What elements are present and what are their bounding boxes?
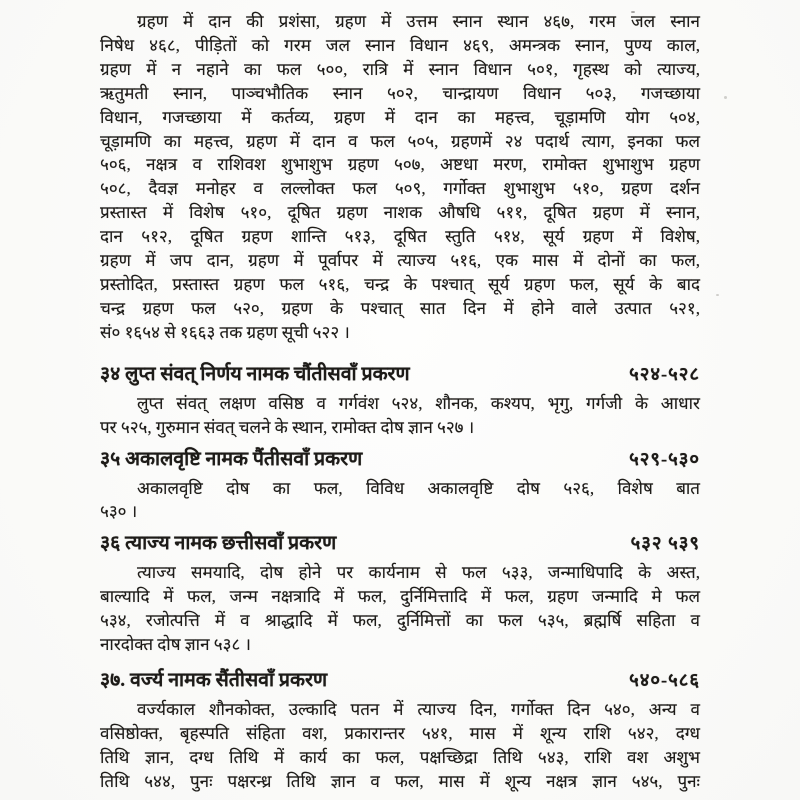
chapter-body-37	[100, 698, 700, 794]
toc-line: प्रस्तास्त में विशेष ५१०, दूषित ग्रहण नाशक औषधि ५११, दूषित ग्रहण में स्नान,	[100, 203, 700, 223]
chapter-heading-37	[100, 669, 700, 693]
chapter-body-36	[100, 561, 700, 657]
toc-line: ग्रहण में दान की प्रशंसा, ग्रहण में उत्तम स्नान स्थान ४६७, गरम जल स्नान	[137, 12, 700, 31]
toc-line: ५०६, नक्षत्र व राशिवश शुभाशुभ ग्रहण ५०७, अष्टधा मरण, रामोक्त शुभाशुभ ग्रहण	[100, 155, 700, 175]
scan-artifact	[716, 294, 719, 296]
chapter33-continuation-paragraph	[100, 10, 700, 345]
toc-line: ५०८, दैवज्ञ मनोहर व लल्लोक्त फल ५०९, गर्गोक्त शुभाशुभ ५१०, ग्रहण दर्शन	[100, 179, 700, 199]
toc-line: विधान, गजच्छाया में कर्तव्य, ग्रहण में दान का महत्त्व, चूड़ामणि योग ५०४,	[100, 107, 700, 127]
toc-line: सं० १६५४ से १६६३ तक ग्रहण सूची ५२२ ।	[100, 322, 350, 342]
toc-line: त्याज्य समयादि, दोष होने पर कार्यनाम से फल ५३३, जन्माधिपादि के अस्त,	[137, 563, 700, 583]
chapter-page-range: ५२४-५२८	[629, 364, 700, 385]
toc-line: दान ५१२, दूषित ग्रहण शान्ति ५१३, दूषित स्तुति ५१४, सूर्य ग्रहण में विशेष,	[100, 227, 700, 247]
toc-line: नारदोक्त दोष ज्ञान ५३८ ।	[100, 635, 251, 655]
toc-line: पर ५२५, गुरुमान संवत् चलने के स्थान, रामोक्त दोष ज्ञान ५२७ ।	[100, 417, 475, 437]
toc-line: वसिष्ठोक्त, बृहस्पति संहिता वश, प्रकारान्तर ५४१, मास में शून्य राशि ५४२, दग्ध	[100, 723, 700, 743]
toc-line: चन्द्र ग्रहण फल ५२०, ग्रहण के पश्चात् सात दिन में होने वाले उत्पात ५२१,	[100, 298, 700, 318]
chapter-heading-36	[100, 532, 700, 556]
toc-line: प्रस्तोदित, प्रस्तास्त ग्रहण फल ५१६, चन्द्र के पश्चात् सूर्य ग्रहण फल, सूर्य के बाद	[100, 274, 700, 294]
toc-line: अकालवृष्टि दोष का फल, विविध अकालवृष्टि दोष ५२६, विशेष बात	[137, 478, 700, 498]
chapter-page-range: ५३२ ५३९	[630, 534, 700, 555]
toc-line: तिथि ५४४, पुनः पक्षरन्ध्र तिथि ज्ञान व फल, मास में शून्य नक्षत्र ज्ञान ५४५, पुनः	[100, 771, 700, 791]
chapter-title: ३५ अकालवृष्टि नामक पैंतीसवाँ प्रकरण	[100, 448, 363, 470]
toc-line: ग्रहण में जप दान, ग्रहण में पूर्वापर में त्याज्य ५१६, एक मास में दोनों का फल,	[100, 251, 700, 271]
toc-line: ५३० ।	[100, 502, 138, 522]
chapter-page-range: ५२९-५३०	[629, 449, 700, 470]
toc-line: लुप्त संवत् लक्षण वसिष्ठ व गर्गवंश ५२४, शौनक, कश्यप, भृगु, गर्गजी के आधार	[137, 393, 700, 413]
chapter-heading-35	[100, 448, 700, 472]
toc-line: चूड़ामणि का महत्त्व, ग्रहण में दान व फल ५०५, ग्रहणमें २४ पदार्थ त्याग, इनका फल	[100, 131, 700, 151]
toc-line: निषेध ४६८, पीड़ितों को गरम जल स्नान विधान ४६९, अमन्त्रक स्नान, पुण्य काल,	[100, 35, 700, 55]
toc-line: तिथि ज्ञान, दग्ध तिथि में कार्य का फल, पक्षच्छिद्रा तिथि ५४३, राशि वश अशुभ	[100, 747, 700, 767]
toc-line: बाल्यादि में फल, जन्म नक्षत्रादि में फल, दुर्निमित्तादि में फल, ग्रहण जन्मादि मे फल	[100, 587, 700, 607]
chapter-page-range: ५४०-५८६	[629, 670, 700, 691]
chapter-body-34	[100, 392, 700, 440]
toc-line: वर्ज्यकाल शौनकोक्त, उल्कादि पतन में त्याज्य दिन, गर्गोक्त दिन ५४०, अन्य व	[137, 699, 700, 719]
toc-line: ऋतुमती स्नान, पाञ्चभौतिक स्नान ५०२, चान्द्रायण विधान ५०३, गजच्छाया	[100, 83, 700, 103]
chapter-title: ३४ लुप्त संवत् निर्णय नामक चौंतीसवाँ प्रकरण	[100, 363, 410, 385]
chapter-title: ३६ त्याज्य नामक छत्तीसवाँ प्रकरण	[100, 533, 337, 555]
scan-artifact	[724, 96, 727, 99]
chapter-title: ३७. वर्ज्य नामक सैंतीसवाँ प्रकरण	[100, 669, 328, 691]
toc-line: ग्रहण में न नहाने का फल ५००, रात्रि में स्नान विधान ५०१, गृहस्थ को त्याज्य,	[100, 59, 700, 79]
chapter-body-35	[100, 477, 700, 525]
toc-line: ५३४, रजोत्पत्ति में व श्राद्धादि में फल, दुर्निमित्तों का फल ५३५, ब्रह्मर्षि सहिता व	[100, 611, 700, 631]
chapter-heading-34	[100, 363, 700, 387]
toc-text-block	[100, 10, 700, 794]
